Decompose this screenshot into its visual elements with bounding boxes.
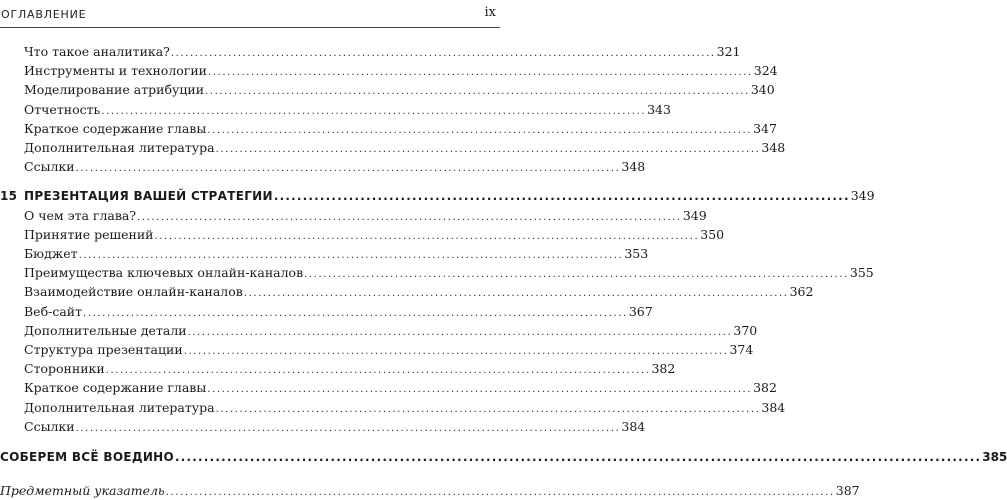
- toc-entry[interactable]: [24, 342, 754, 357]
- leader-dots: ..................................................................................................................: [215, 403, 761, 415]
- toc-entry-label: Краткое содержание главы: [24, 380, 207, 396]
- toc-entry[interactable]: [24, 101, 671, 117]
- toc-entry-page: 370: [733, 322, 758, 338]
- running-head-title: ОГЛАВЛЕНИЕ: [1, 8, 87, 21]
- toc-entry-label: Инструменты и технологии: [24, 63, 207, 79]
- page-header: [0, 0, 500, 30]
- toc-entry-label: Отчетность: [24, 101, 101, 117]
- toc-entry[interactable]: [24, 44, 741, 59]
- leader-dots: ..................................................................................................................: [75, 163, 621, 175]
- toc-entry[interactable]: [24, 207, 707, 223]
- toc-entry-label: Веб-сайт: [24, 303, 83, 319]
- toc-entry-page: 348: [621, 159, 646, 175]
- leader-dots: ..................................................................................................................: [304, 269, 849, 281]
- toc-entry-page: 374: [729, 342, 754, 357]
- toc-entry-label: Преимущества ключевых онлайн-каналов: [24, 265, 304, 281]
- leader-dots: ............................................................................................................................................: [165, 487, 835, 499]
- chapter-title: ПРЕЗЕНТАЦИЯ ВАШЕЙ СТРАТЕГИИ: [24, 189, 273, 204]
- toc-entry-page: 340: [750, 82, 775, 98]
- toc-entry-page: 382: [753, 380, 777, 396]
- toc-entry[interactable]: [24, 246, 649, 261]
- toc-entry-page: 353: [624, 246, 649, 261]
- conclusion-page: 385: [982, 450, 1007, 464]
- leader-dots: ..................................................................................................................: [243, 288, 789, 300]
- conclusion-title: СОБЕРЕМ ВСЁ ВОЕДИНО: [0, 450, 175, 464]
- toc-entry-page: 349: [682, 207, 707, 223]
- toc-entry-label: Дополнительная литература: [24, 399, 215, 415]
- toc-entry-page: 348: [761, 140, 786, 155]
- leader-dots: ..................................................................................................................: [78, 250, 624, 261]
- conclusion-heading[interactable]: [0, 450, 1007, 464]
- toc-entry[interactable]: [24, 265, 874, 281]
- toc-entry-label: Моделирование атрибуции: [24, 82, 205, 98]
- toc-entry-page: 350: [700, 226, 725, 242]
- toc-entry-page: 384: [761, 399, 786, 415]
- leader-dots: ..................................................................................................................: [154, 230, 700, 242]
- index-entry[interactable]: [0, 483, 860, 499]
- toc-entry-page: 343: [647, 101, 671, 117]
- chapter-number: 15: [0, 189, 18, 204]
- leader-dots: ............................................................................................................................................: [175, 450, 982, 464]
- leader-dots: ..................................................................................................................: [183, 346, 729, 357]
- leader-dots: ..................................................................................................................: [207, 384, 753, 396]
- chapter-heading[interactable]: [0, 188, 875, 204]
- leader-dots: ..................................................................................................................: [83, 307, 628, 319]
- page-number: ix: [484, 5, 496, 20]
- toc-entry-label: О чем эта глава?: [24, 207, 137, 223]
- index-label: Предметный указатель: [0, 483, 165, 499]
- toc-entry-page: 382: [651, 361, 676, 377]
- toc-entry-page: 321: [716, 44, 741, 59]
- toc-entry-label: Ссылки: [24, 159, 75, 175]
- toc-entry[interactable]: [24, 418, 646, 434]
- toc-entry-page: 367: [628, 303, 653, 319]
- leader-dots: ..................................................................................................................: [207, 124, 753, 136]
- toc-entry-label: Бюджет: [24, 246, 78, 261]
- leader-dots: ..................................................................................................................: [215, 144, 761, 155]
- toc-entry[interactable]: [24, 159, 646, 175]
- toc-entry-label: Взаимодействие онлайн-каналов: [24, 284, 243, 300]
- toc-entry[interactable]: [24, 399, 786, 415]
- toc-entry-page: 347: [753, 120, 777, 136]
- index-page: 387: [835, 483, 860, 499]
- leader-dots: ..................................................................................................................: [205, 86, 750, 98]
- toc-entry-label: Принятие решений: [24, 226, 154, 242]
- toc-entry-page: 362: [789, 284, 814, 300]
- toc-entry-label: Дополнительные детали: [24, 322, 187, 338]
- toc-entry[interactable]: [24, 322, 758, 338]
- leader-dots: ....................................................................................................: [273, 189, 850, 204]
- leader-dots: ..................................................................................................................: [105, 365, 651, 377]
- toc-entry[interactable]: [24, 140, 786, 155]
- toc-entry-page: 355: [849, 265, 874, 281]
- chapter-page: 349: [850, 188, 875, 204]
- toc-entry-label: Ссылки: [24, 418, 75, 434]
- toc-entry-label: Сторонники: [24, 361, 105, 377]
- toc-entry[interactable]: [24, 120, 777, 136]
- toc-entry[interactable]: [24, 226, 725, 242]
- header-rule: [0, 27, 500, 28]
- toc-entry[interactable]: [24, 361, 676, 377]
- toc-entry-label: Что такое аналитика?: [24, 44, 170, 59]
- toc-entry-label: Структура презентации: [24, 342, 183, 357]
- leader-dots: ..................................................................................................................: [101, 105, 647, 117]
- toc-entry-page: 324: [753, 63, 778, 79]
- toc-entry-label: Краткое содержание главы: [24, 120, 207, 136]
- leader-dots: ..................................................................................................................: [75, 422, 621, 434]
- toc-entry-label: Дополнительная литература: [24, 140, 215, 155]
- leader-dots: ..................................................................................................................: [187, 326, 733, 338]
- leader-dots: ..................................................................................................................: [170, 48, 716, 59]
- leader-dots: ..................................................................................................................: [137, 211, 682, 223]
- toc-entry[interactable]: [24, 63, 778, 79]
- leader-dots: ..................................................................................................................: [208, 67, 753, 79]
- toc-entry-page: 384: [621, 418, 646, 434]
- toc-entry[interactable]: [24, 284, 814, 300]
- toc-entry[interactable]: [24, 82, 775, 98]
- toc-entry[interactable]: [24, 303, 653, 319]
- toc-entry[interactable]: [24, 380, 777, 396]
